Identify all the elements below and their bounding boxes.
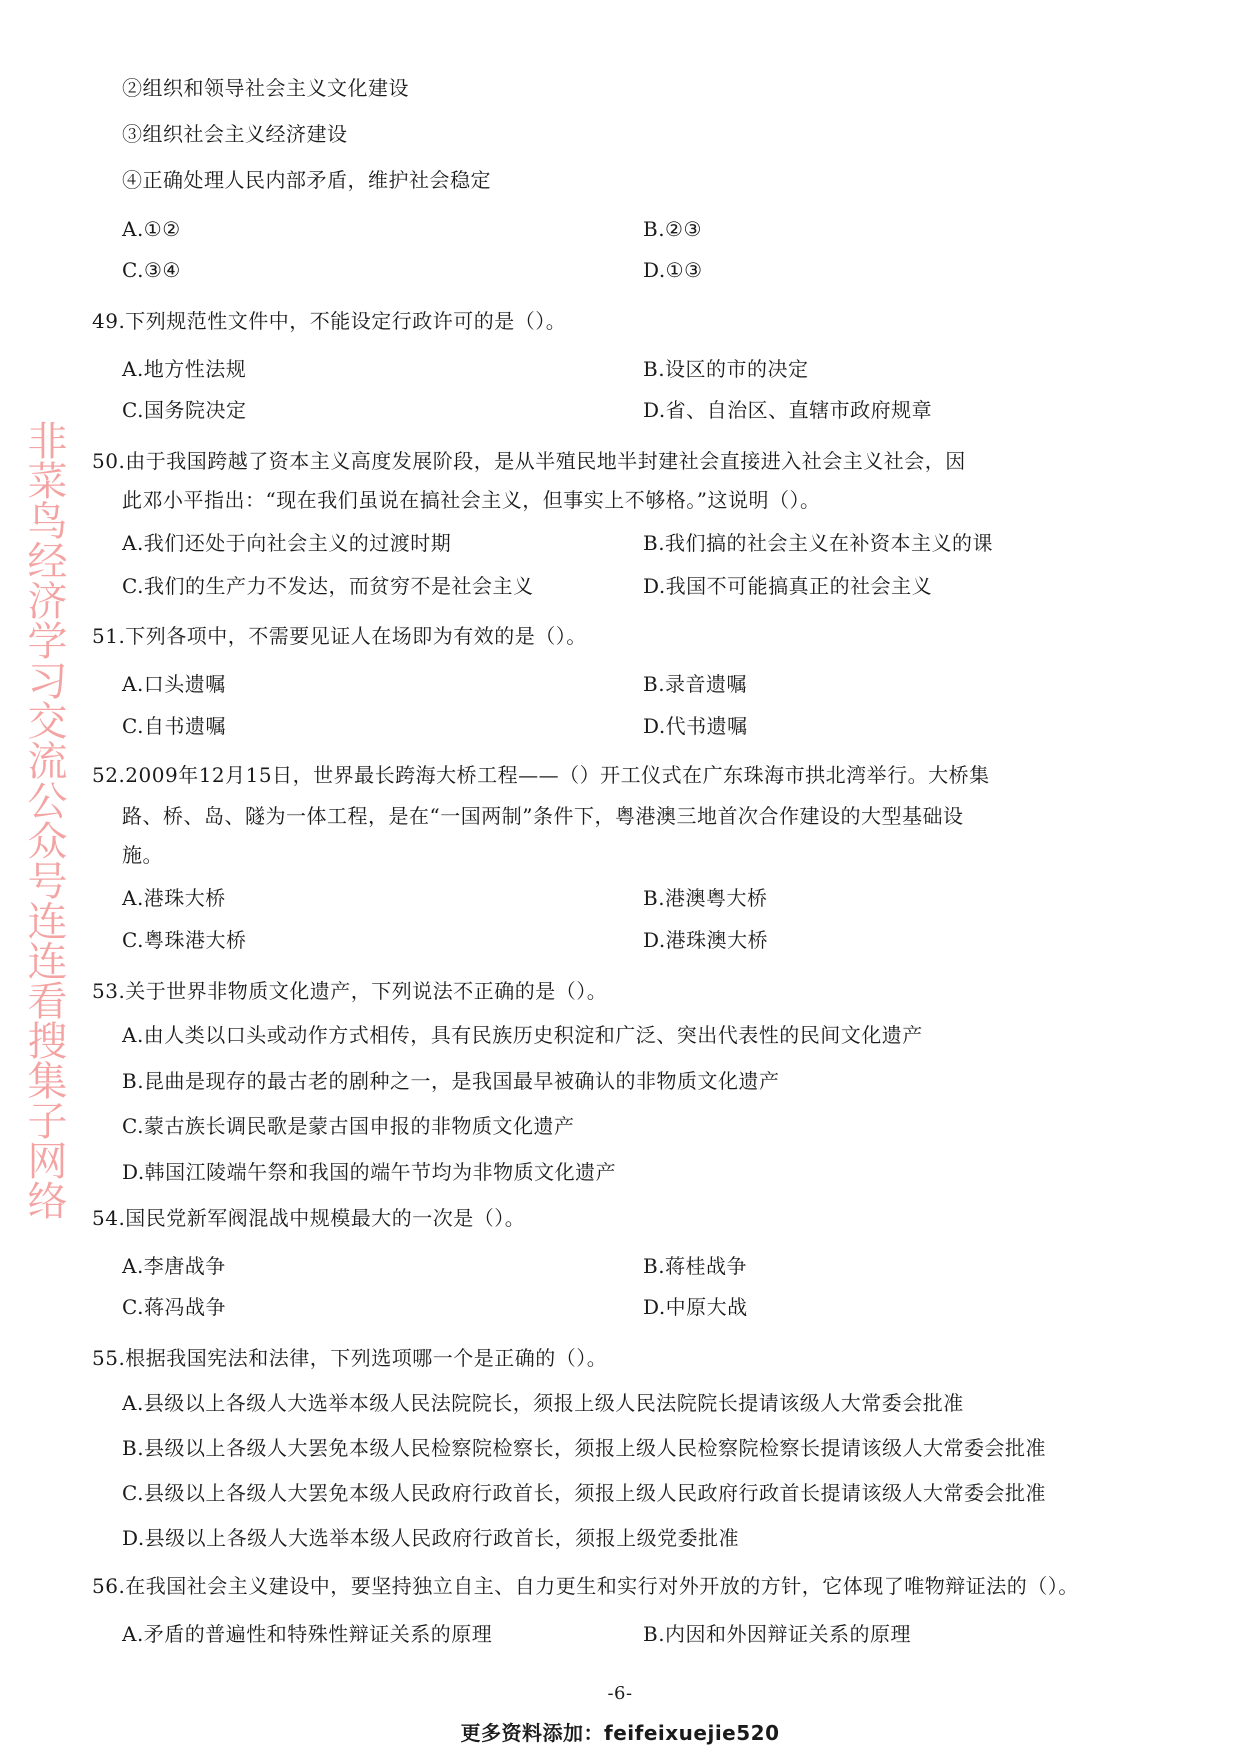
question-52-cont: 施。 [122,843,163,867]
question-52: 52.2009年12月15日，世界最长跨海大桥工程——（）开工仪式在广东珠海市拱北湾举行。大桥集 [92,763,990,787]
question-49: 49.下列规范性文件中，不能设定行政许可的是（）。 [92,309,567,333]
question-53: 53.关于世界非物质文化遗产，下列说法不正确的是（）。 [92,979,608,1003]
choice-c: C.县级以上各级人大罢免本级人民政府行政首长，须报上级人民政府行政首长提请该级人大常委会批准 [122,1481,1046,1505]
question-54: 54.国民党新军阀混战中规模最大的一次是（）。 [92,1206,526,1230]
choice-d: D.我国不可能搞真正的社会主义 [643,574,933,598]
choice-b: B.内因和外因辩证关系的原理 [643,1622,912,1646]
choice-c: C.国务院决定 [122,398,247,422]
choice-c: C.蒙古族长调民歌是蒙古国申报的非物质文化遗产 [122,1114,575,1138]
footer-contact: 更多资料添加：feifeixuejie520 [460,1721,780,1745]
question-50-cont: 此邓小平指出：“现在我们虽说在搞社会主义，但事实上不够格。”这说明（）。 [122,488,821,512]
option-item: ④正确处理人民内部矛盾，维护社会稳定 [122,168,491,192]
choice-a: A.矛盾的普遍性和特殊性辩证关系的原理 [122,1622,493,1646]
page-number: -6- [607,1683,633,1704]
choice-d: D.代书遗嘱 [643,714,748,738]
choice-b: B.蒋桂战争 [643,1254,748,1278]
choice-a: A.由人类以口头或动作方式相传，具有民族历史积淀和广泛、突出代表性的民间文化遗产 [122,1023,923,1047]
choice-d: D.省、自治区、直辖市政府规章 [643,398,933,422]
question-50: 50.由于我国跨越了资本主义高度发展阶段，是从半殖民地半封建社会直接进入社会主义社会，因 [92,449,966,473]
choice-c: C.自书遗嘱 [122,714,226,738]
choice-a: A.县级以上各级人大选举本级人民法院院长，须报上级人民法院院长提请该级人大常委会批准 [122,1391,964,1415]
choice-d: D.韩国江陵端午祭和我国的端午节均为非物质文化遗产 [122,1160,617,1184]
choice-b: B.②③ [643,217,702,241]
choice-a: A.李唐战争 [122,1254,226,1278]
choice-c: C.蒋冯战争 [122,1295,226,1319]
choice-b: B.县级以上各级人大罢免本级人民检察院检察长，须报上级人民检察院检察长提请该级人大常委会批准 [122,1436,1047,1460]
choice-d: D.县级以上各级人大选举本级人民政府行政首长，须报上级党委批准 [122,1526,740,1550]
question-52-cont: 路、桥、岛、隧为一体工程，是在“一国两制”条件下，粤港澳三地首次合作建设的大型基础设 [122,804,964,828]
choice-c: C.③④ [122,258,181,282]
watermark: 非菜鸟经济学习交流公众号连连看搜集子网络 [21,420,67,1220]
choice-d: D.港珠澳大桥 [643,928,769,952]
option-item: ②组织和领导社会主义文化建设 [122,76,409,100]
choice-b: B.设区的市的决定 [643,357,809,381]
choice-c: C.粤珠港大桥 [122,928,247,952]
choice-d: D.①③ [643,258,703,282]
choice-b: B.港澳粤大桥 [643,886,768,910]
option-item: ③组织社会主义经济建设 [122,122,348,146]
choice-d: D.中原大战 [643,1295,748,1319]
choice-a: A.①② [122,217,181,241]
question-51: 51.下列各项中，不需要见证人在场即为有效的是（）。 [92,624,587,648]
choice-c: C.我们的生产力不发达，而贫穷不是社会主义 [122,574,534,598]
choice-a: A.港珠大桥 [122,886,226,910]
choice-a: A.我们还处于向社会主义的过渡时期 [122,531,452,555]
choice-a: A.口头遗嘱 [122,672,226,696]
choice-b: B.我们搞的社会主义在补资本主义的课 [643,531,994,555]
choice-b: B.昆曲是现存的最古老的剧种之一，是我国最早被确认的非物质文化遗产 [122,1069,780,1093]
question-56: 56.在我国社会主义建设中，要坚持独立自主、自力更生和实行对外开放的方针，它体现了唯物辩证法的（）。 [92,1574,1079,1598]
question-55: 55.根据我国宪法和法律，下列选项哪一个是正确的（）。 [92,1346,608,1370]
choice-b: B.录音遗嘱 [643,672,748,696]
choice-a: A.地方性法规 [122,357,247,381]
